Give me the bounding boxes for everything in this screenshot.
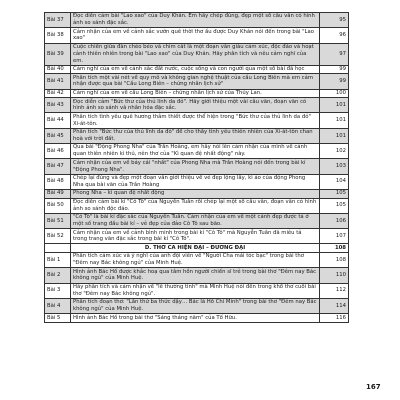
page-reference: 95	[320, 13, 349, 28]
page-reference: 99	[320, 65, 349, 74]
lesson-description: Hãy phân tích và cảm nhận về "lẽ thường tình" mà Minh Huệ nói đến trong khổ thơ cuối bài thơ "Đêm nay Bác không ngủ".	[71, 283, 320, 298]
lesson-number: Bài 42	[45, 89, 71, 98]
lesson-description: Hình ảnh Bác Hồ trong bài thơ "Sáng tháng năm" của Tố Hữu.	[71, 314, 320, 323]
lesson-number: Bài 43	[45, 98, 71, 113]
lesson-description: Phân tích một vài nét về quy mô và không gian nghệ thuật của cầu Long Biên mà em cảm nhận được qua bài "Cầu Long Biên – chứng nhân lịch sử"	[71, 74, 320, 89]
table-of-contents	[44, 12, 349, 323]
page-reference: 106	[320, 213, 349, 228]
table-row	[45, 74, 349, 89]
lesson-description: Phân tích tình yêu quê hương thắm thiết được thể hiện trong "Bức thư của thủ lĩnh da đỏ" Xi-át-tôn.	[71, 113, 320, 128]
lesson-number: Bài 38	[45, 28, 71, 43]
lesson-number: Bài 37	[45, 13, 71, 28]
lesson-description: Phân tích cảm xúc và ý nghĩ của anh đội viên về "Người Cha mái tóc bạc" trong bài thơ "Đêm nay Bác không ngủ" của Minh Huệ.	[71, 253, 320, 268]
lesson-description: Đọc diễn cảm "Bức thư của thủ lĩnh da đỏ". Hãy giới thiệu một vài câu văn, đoạn văn có hình ảnh so sánh và nhân hóa đặc sắc.	[71, 98, 320, 113]
page-reference: 110	[320, 268, 349, 283]
lesson-number: Bài 51	[45, 213, 71, 228]
table-row	[45, 189, 349, 198]
table-row	[45, 89, 349, 98]
page-reference: 105	[320, 189, 349, 198]
page-reference: 107	[320, 229, 349, 244]
table-row	[45, 253, 349, 268]
page-reference: 101	[320, 128, 349, 143]
table-row	[45, 229, 349, 244]
lesson-number: Bài 40	[45, 65, 71, 74]
lesson-description: Phong Nha – kì quan đệ nhất động	[71, 189, 320, 198]
table-row	[45, 13, 349, 28]
lesson-number: Bài 5	[45, 314, 71, 323]
lesson-number: Bài 39	[45, 43, 71, 65]
lesson-number: Bài 3	[45, 283, 71, 298]
table-row	[45, 65, 349, 74]
lesson-description: Đọc diễn cảm bài "Lao xao" của Duy Khán. Em hãy chép đúng, đẹp một số câu văn có hình ảnh so sánh đặc sắc.	[71, 13, 320, 28]
lesson-description: Cảm nhận của em về cảnh sắc vườn quê thời thơ ấu được Duy Khán nói đến trong bài "Lao xao"	[71, 28, 320, 43]
table-row	[45, 314, 349, 323]
lesson-description: Hình ảnh Bác Hồ được khắc hoạ qua tâm hồn người chiến sĩ trẻ trong bài thơ "Đêm nay Bác không ngủ" của Minh Huệ.	[71, 268, 320, 283]
page-reference: 108	[320, 253, 349, 268]
lesson-number: Bài 50	[45, 198, 71, 213]
table-row	[45, 213, 349, 228]
lesson-description: Phân tích "Bức thư của thủ lĩnh da đỏ" để cho thấy tình yêu thiên nhiên của Xi-át-tôn chan hoà với trời đất.	[71, 128, 320, 143]
lesson-number: Bài 2	[45, 268, 71, 283]
table-row	[45, 43, 349, 65]
page-reference: 101	[320, 113, 349, 128]
lesson-description: Cảm nghĩ của em về cảnh sắc đất nước, cuộc sống và con người qua một số bài đã học	[71, 65, 320, 74]
lesson-description: Chép lại đúng và đẹp một đoạn văn giới thiệu về vẻ đẹp lộng lẫy, kì ảo của động Phong Nha qua bài văn của Trần Hoàng	[71, 174, 320, 189]
table-row	[45, 174, 349, 189]
page-reference: 104	[320, 174, 349, 189]
page-reference: 101	[320, 98, 349, 113]
page-reference: 116	[320, 314, 349, 323]
page-number: 167	[366, 383, 381, 391]
page-reference: 102	[320, 144, 349, 159]
table-row	[45, 159, 349, 174]
lesson-description: Cuộc chiến giữa đàn chèo bẻo và chim cắt là một đoạn văn giàu cảm xúc, độc đáo và hoạt cảnh thiên nhiên trong bài "Lao xao" của Duy Khán. Hãy phân tích và nêu cảm nghĩ của em.	[71, 43, 320, 65]
lesson-number: Bài 48	[45, 174, 71, 189]
page-reference: 99	[320, 74, 349, 89]
section-header-row	[45, 244, 349, 253]
lesson-number: Bài 1	[45, 253, 71, 268]
table-row	[45, 28, 349, 43]
lesson-number: Bài 44	[45, 113, 71, 128]
lesson-number: Bài 47	[45, 159, 71, 174]
lesson-description: "Cô Tô" là bài kí đặc sắc của Nguyễn Tuân. Cảm nhận của em về một cảnh đẹp được tả ở một số trang đầu bài kí – vẻ đẹp của đảo Cô Tô sau bão.	[71, 213, 320, 228]
page-reference: 112	[320, 283, 349, 298]
table-row	[45, 144, 349, 159]
lesson-description: Cảm nhận của em về cảnh bình minh trong bài kí "Cô Tô" mà Nguyễn Tuân đã miêu tả trong trang văn đặc sắc trong bài kí "Cô Tô".	[71, 229, 320, 244]
lesson-description: Qua bài "Động Phong Nha" của Trần Hoàng, em hãy nói lên cảm nhận của mình về cảnh quan thiên nhiên kì thú, nên thơ của "Kì quan đệ nhất động" này.	[71, 144, 320, 159]
page-reference: 114	[320, 298, 349, 313]
table-row	[45, 128, 349, 143]
page-reference: 97	[320, 43, 349, 65]
lesson-number: Bài 41	[45, 74, 71, 89]
page-reference: 96	[320, 28, 349, 43]
lesson-number: Bài 49	[45, 189, 71, 198]
table-row	[45, 198, 349, 213]
page-reference: 100	[320, 89, 349, 98]
lesson-number: Bài 52	[45, 229, 71, 244]
page-reference: 108	[320, 244, 349, 253]
lesson-description: D. THƠ CA HIỆN ĐẠI – ĐƯƠNG ĐẠI	[71, 244, 320, 253]
lesson-description: Đọc diễn cảm bài kí "Cô Tô" của Nguyễn Tuân rồi chép lại một số câu văn, đoạn văn có hình ảnh so sánh độc đáo.	[71, 198, 320, 213]
lesson-description: Cảm nhận của em về bảy cái "nhất" của Phong Nha mà Trần Hoàng nói đến trong bài kí "Động Phong Nha".	[71, 159, 320, 174]
lesson-number: Bài 45	[45, 128, 71, 143]
table-row	[45, 298, 349, 313]
page-reference: 103	[320, 159, 349, 174]
toc-body	[45, 13, 349, 323]
lesson-number: Bài 46	[45, 144, 71, 159]
table-row	[45, 98, 349, 113]
table-row	[45, 268, 349, 283]
table-row	[45, 113, 349, 128]
table-row	[45, 283, 349, 298]
lesson-number: Bài 4	[45, 298, 71, 313]
lesson-description: Phân tích đoạn thơ: "Lần thứ ba thức dậy… Bác là Hồ Chí Minh" trong bài thơ "Đêm nay Bác không ngủ" của Minh Huệ.	[71, 298, 320, 313]
lesson-description: Cảm nghĩ của em về cầu Long Biên – chứng nhân lịch sử của Thúy Lan.	[71, 89, 320, 98]
page-reference: 105	[320, 198, 349, 213]
lesson-number	[45, 244, 71, 253]
